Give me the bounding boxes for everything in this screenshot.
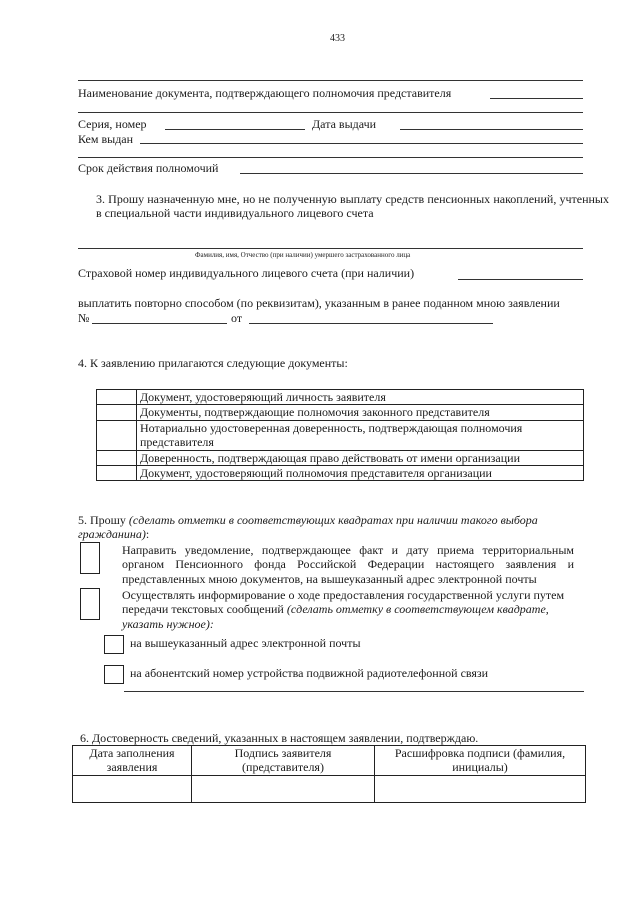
option1-text: Направить уведомление, подтверждающее факт и дату приема территориальным органом Пенсионного фонда Российской Федерации настоящего заявления и представленных мною документов, на вышеуказанный адрес электронной почты	[122, 543, 574, 586]
option2-note: (сделать отметку в соответствующем квадрате, указать нужное):	[122, 602, 549, 631]
signature-header-row	[73, 746, 586, 776]
document-label: Доверенность, подтверждающая право действовать от имени организации	[137, 450, 584, 465]
section5-note-colon: :	[145, 527, 150, 542]
snils-label: Страховой номер индивидуального лицевого счета (при наличии)	[78, 266, 415, 280]
document-label: Нотариально удостоверенная доверенность, подтверждающая полномочия представителя	[137, 420, 584, 450]
series-label: Серия, номер	[78, 117, 147, 131]
date-header: Дата заполнения заявления	[73, 746, 192, 776]
signature-cell[interactable]	[192, 775, 375, 802]
snils-field[interactable]	[458, 279, 583, 280]
number-field[interactable]	[92, 323, 227, 324]
pay-again-text: выплатить повторно способом (по реквизитам), указанным в ранее поданном мною заявлении	[78, 296, 560, 310]
document-checkbox[interactable]	[97, 465, 137, 480]
doc-name-field[interactable]	[490, 98, 583, 99]
issue-date-field[interactable]	[400, 129, 583, 130]
top-divider	[78, 80, 583, 81]
section5-title: 5. Прошу	[78, 513, 126, 527]
date-cell[interactable]	[73, 775, 192, 802]
documents-table	[96, 389, 584, 481]
document-label: Документ, удостоверяющий личность заявителя	[137, 390, 584, 405]
document-checkbox[interactable]	[97, 405, 137, 420]
doc-name-field-line2[interactable]	[78, 112, 583, 113]
signature-value-row	[73, 775, 586, 802]
fio-field[interactable]	[78, 248, 583, 249]
sub-option-phone-label: на абонентский номер устройства подвижной радиотелефонной связи	[130, 666, 489, 680]
number-label: №	[78, 311, 90, 325]
validity-label: Срок действия полномочий	[78, 161, 219, 175]
document-label: Документ, удостоверяющий полномочия представителя организации	[137, 465, 584, 480]
document-checkbox[interactable]	[97, 450, 137, 465]
option1-checkbox[interactable]	[80, 542, 100, 574]
series-field[interactable]	[165, 129, 305, 130]
document-checkbox[interactable]	[97, 390, 137, 405]
from-date-field[interactable]	[249, 323, 493, 324]
document-row	[97, 465, 584, 480]
section3-text: 3. Прошу назначенную мне, но не полученную выплату средств пенсионных накоплений, учтенных в специальной части индивидуального лицевого счета	[96, 192, 609, 221]
section6-title: 6. Достоверность сведений, указанных в настоящем заявлении, подтверждаю.	[80, 731, 479, 745]
sub-option-email-checkbox[interactable]	[104, 635, 124, 654]
signature-table	[72, 745, 586, 803]
document-row	[97, 450, 584, 465]
option2-checkbox[interactable]	[80, 588, 100, 620]
section4-title: 4. К заявлению прилагаются следующие документы:	[78, 356, 348, 370]
sub-option-email-label: на вышеуказанный адрес электронной почты	[130, 636, 361, 650]
decoding-cell[interactable]	[375, 775, 586, 802]
page-number: 433	[330, 33, 345, 44]
issue-date-label: Дата выдачи	[312, 117, 377, 131]
doc-name-label: Наименование документа, подтверждающего полномочия представителя	[78, 86, 452, 100]
issued-by-field[interactable]	[140, 143, 583, 144]
sub-option-phone-checkbox[interactable]	[104, 665, 124, 684]
fio-caption: Фамилия, имя, Отчество (при наличии) умершего застрахованного лица	[195, 251, 411, 259]
document-row	[97, 390, 584, 405]
document-row	[97, 405, 584, 420]
issued-by-label: Кем выдан	[78, 132, 134, 146]
section5-note: (сделать отметки в соответствующих квадратах при наличии такого выбора гражданина)	[78, 513, 538, 542]
from-label: от	[231, 311, 243, 325]
document-checkbox[interactable]	[97, 420, 137, 450]
option2-text	[122, 588, 574, 631]
signature-header: Подпись заявителя (представителя)	[192, 746, 375, 776]
document-label: Документы, подтверждающие полномочия законного представителя	[137, 405, 584, 420]
document-row	[97, 420, 584, 450]
issued-by-field-line2[interactable]	[78, 157, 583, 158]
section5-heading	[78, 513, 583, 542]
validity-field[interactable]	[240, 173, 583, 174]
phone-number-field[interactable]	[124, 691, 584, 692]
option2-main: Осуществлять информирование о ходе предоставления государственной услуги путем передачи текстовых сообщений	[122, 588, 565, 617]
decoding-header: Расшифровка подписи (фамилия, инициалы)	[375, 746, 586, 776]
